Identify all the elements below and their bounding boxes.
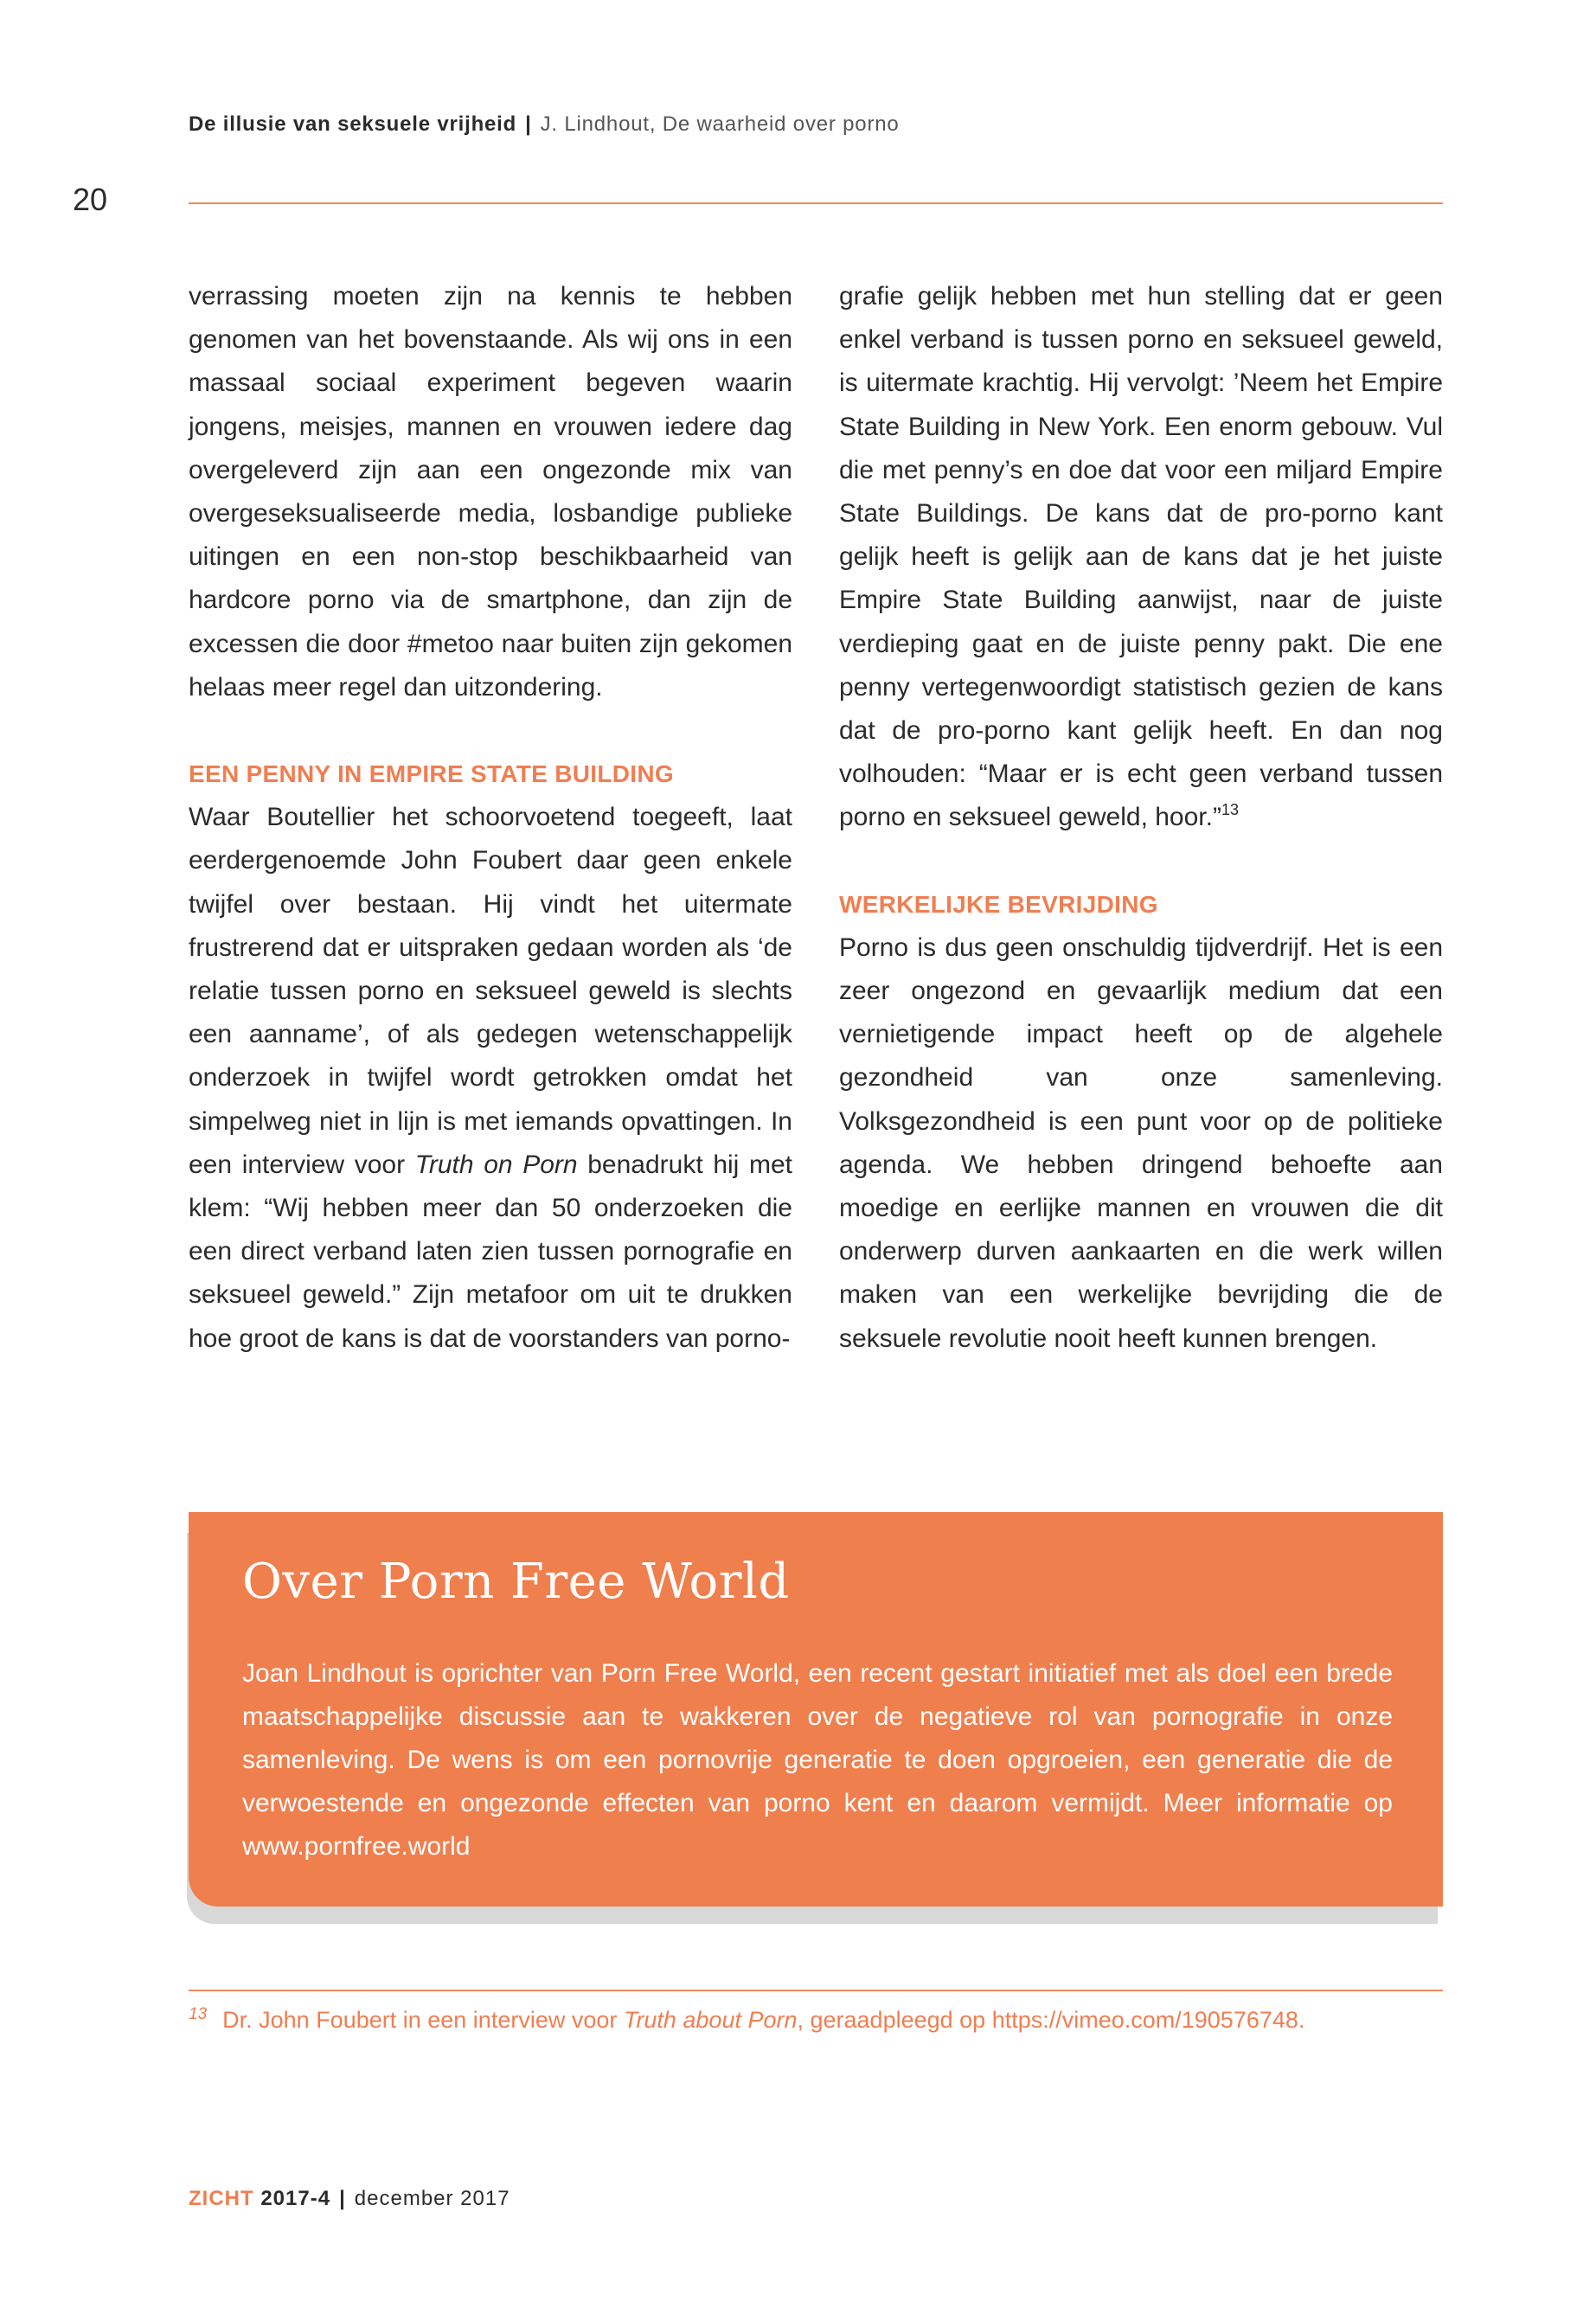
header-separator: | [525,112,532,136]
left-column [189,275,792,1361]
footnote-publication-title: Truth about Porn [623,2007,798,2033]
footnote-rule [189,1990,1443,1991]
footer-separator: | [339,2187,346,2210]
footnote-text-before: Dr. John Foubert in een interview voor [222,2007,624,2033]
header-section-title: De illusie van seksuele vrijheid [189,112,517,136]
left-paragraph-2-part-a: Waar Boutellier het schoorvoetend toegeeft, laat eerdergenoemde John Foubert daar geen enkele twijfel over bestaan. Hij vindt het uitermate frustrerend dat er uitspraken gedaan worden als ‘de relatie tussen porno en seksueel geweld is slechts een aanname’, of als gedegen wetenschappelijk onderzoek in twijfel wordt getrokken omdat het simpelweg niet in lijn is met iemands opvattingen. In een interview voor [189,803,792,1179]
running-header [189,112,1443,137]
about-box-title: Over Porn Free World [242,1554,790,1610]
about-box-text: Joan Lindhout is oprichter van Porn Free World, een recent gestart initiatief met als doel een brede maatschappelijke discussie aan te wakkeren over de negatieve rol van pornografie in onze samenleving. De wens is om een pornovrije generatie te doen opgroeien, een generatie die de verwoestende en ongezonde effecten van porno kent en daarom vermijdt. Meer informatie op www.pornfree.world [242,1659,1393,1861]
about-box [189,1512,1443,1907]
footer-date: december 2017 [354,2187,510,2210]
footnote-reference[interactable]: 13 [1221,801,1239,819]
footer-brand: ZICHT [189,2187,254,2210]
right-paragraph-2: Porno is dus geen onschuldig tijdverdrijf. Het is een zeer ongezond en gevaarlijk medium dat een vernietigende impact heeft op de algehele gezondheid van onze samenleving. Volksgezondheid is een punt voor op de politieke agenda. We hebben dringend behoefte aan moedige en eerlijke mannen en vrouwen die dit onderwerp durven aankaarten en die werk willen maken van een werkelijke bevrijding die de seksuele revolutie nooit heeft kunnen brengen. [839,933,1443,1353]
header-rule [189,202,1443,204]
right-paragraph-1 [839,275,1443,840]
footnote-text-after: , geraadpleegd op https://vimeo.com/190576748. [797,2007,1305,2033]
page-footer [189,2187,510,2211]
footnote [189,2005,1443,2034]
footer-issue: 2017-4 [260,2187,331,2210]
section-heading-bevrijding: WERKELIJKE BEVRIJDING [839,890,1158,918]
section-heading-penny: EEN PENNY IN EMPIRE STATE BUILDING [189,760,674,788]
footnote-number: 13 [189,2005,208,2023]
right-paragraph-1-text: grafie gelijk hebben met hun stelling dat er geen enkel verband is tussen porno en seksueel geweld, is uitermate krachtig. Hij vervolgt: ’Neem het Empire State Building in New York. Een enorm gebouw. Vul die met penny’s en doe dat voor een miljard Empire State Buildings. De kans dat de pro-porno kant gelijk heeft is gelijk aan de kans dat je het juiste Empire State Building aanwijst, naar de juiste verdieping gaat en de juiste penny pakt. Die ene penny vertegenwoordigt statistisch gezien de kans dat de pro-porno kant gelijk heeft. En dan nog volhouden: “Maar er is echt geen verband tussen porno en seksueel geweld, hoor.” [839,282,1443,832]
left-paragraph-2-part-b: benadrukt hij met klem: “Wij hebben meer dan 50 onderzoeken die een direct verband laten zien tussen pornografie en seksueel geweld.” Zijn metafoor om uit te drukken hoe groot de kans is dat de voorstanders van porno- [189,1150,793,1353]
page-number: 20 [73,182,108,217]
left-paragraph-2 [189,796,792,1361]
publication-title-truth-on-porn: Truth on Porn [414,1150,578,1179]
left-paragraph-1: verrassing moeten zijn na kennis te hebben genomen van het bovenstaande. Als wij ons in een massaal sociaal experiment begeven waarin jongens, meisjes, mannen en vrouwen iedere dag overgeleverd zijn aan een ongezonde mix van overgeseksualiseerde media, losbandige publieke uitingen en een non-stop beschikbaarheid van hardcore porno via de smartphone, dan zijn de excessen die door #metoo naar buiten zijn gekomen helaas meer regel dan uitzondering. [189,282,792,702]
header-author-title: J. Lindhout, De waarheid over porno [540,112,900,136]
right-column [839,275,1443,1361]
